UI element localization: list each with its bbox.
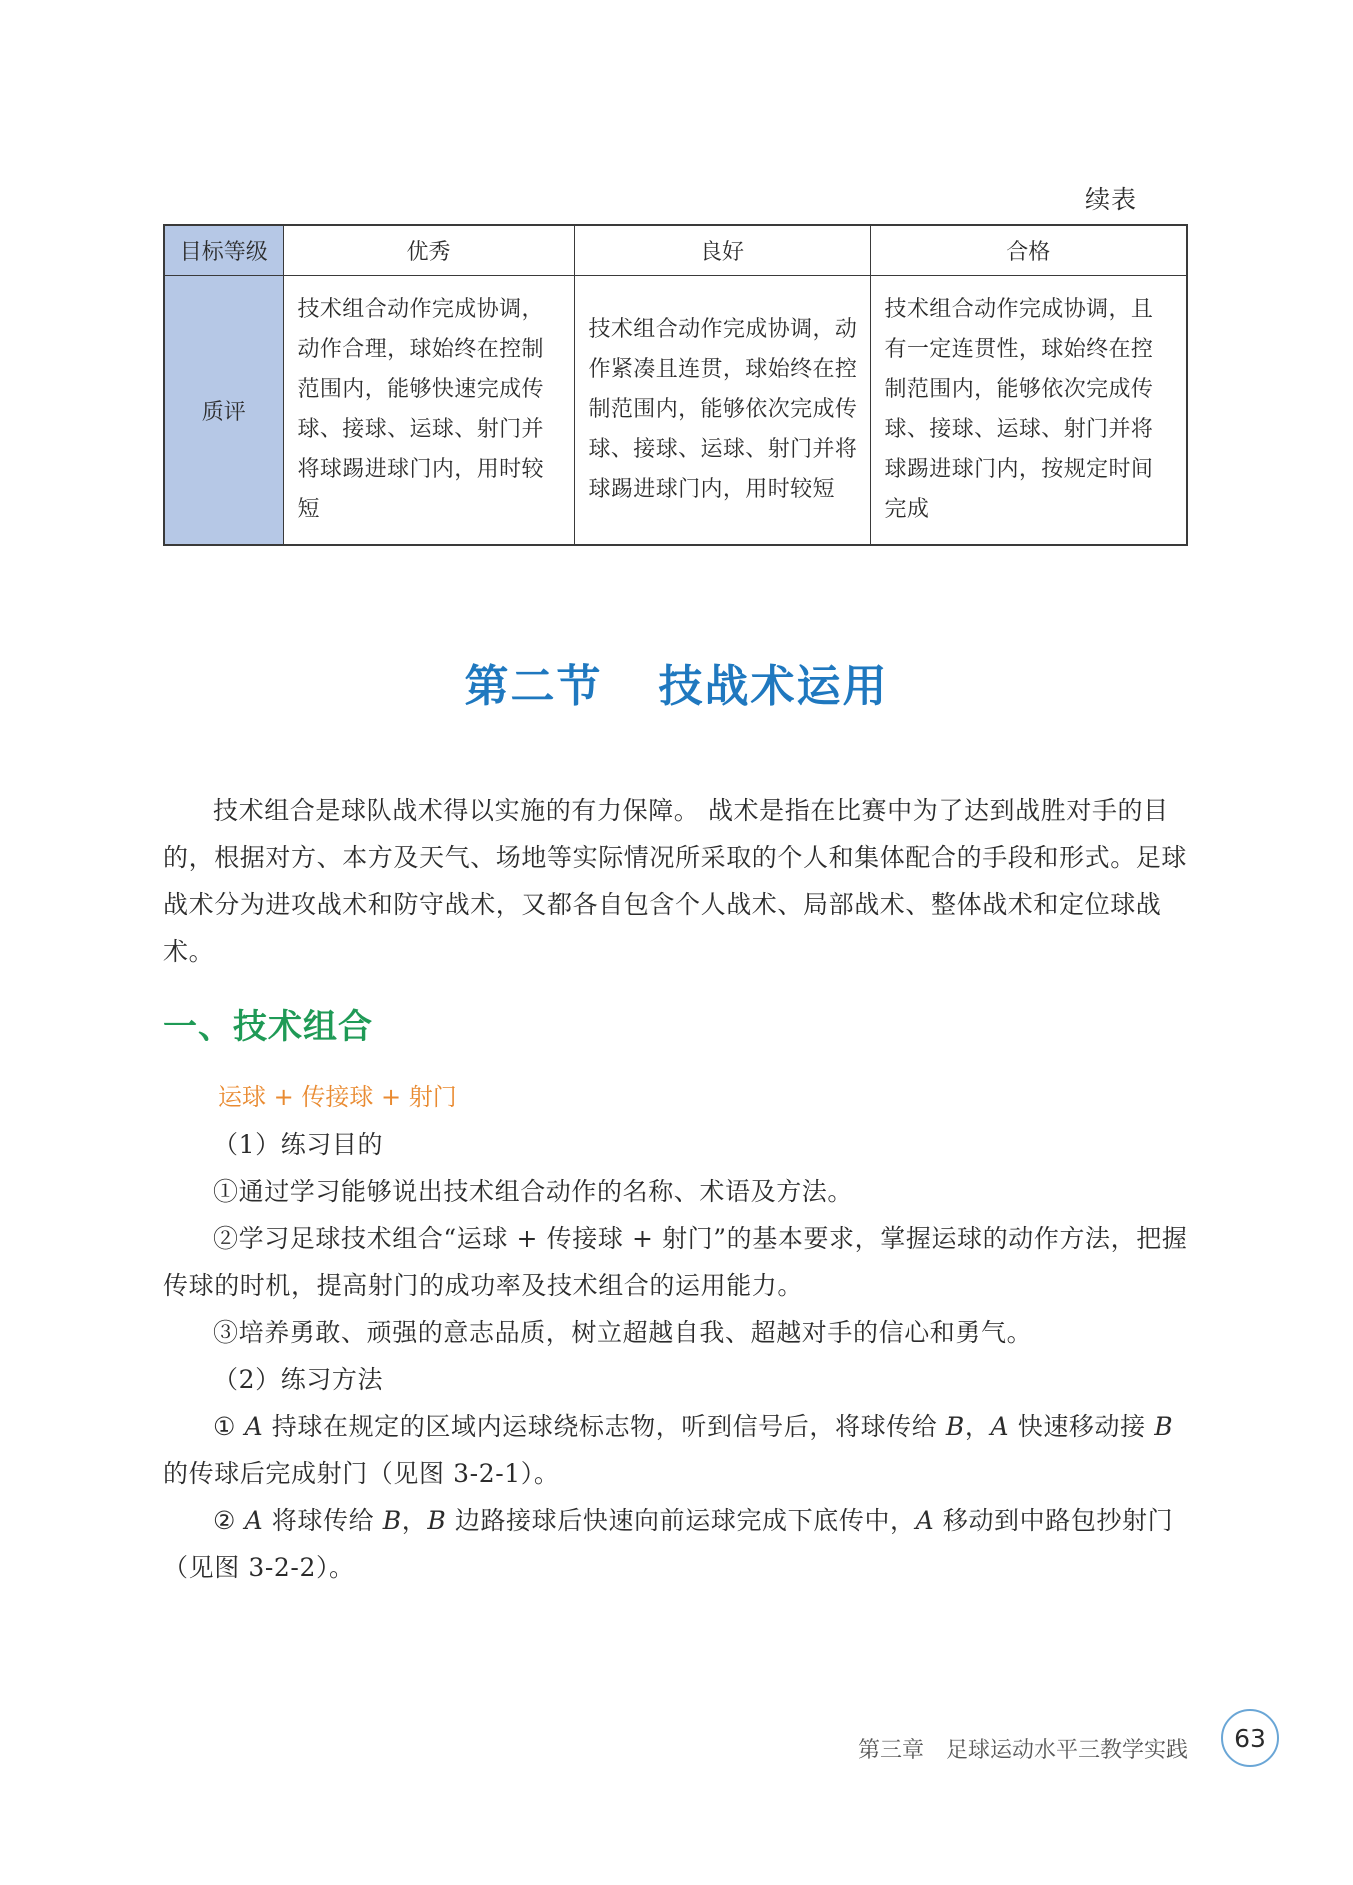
chapter-footer: 第三章 足球运动水平三教学实践	[857, 1738, 1188, 1763]
corner-header-cell: 目标等级	[164, 225, 283, 276]
intro-paragraph-block	[163, 787, 1188, 975]
method-item-2: ② A 将球传给 B，B 边路接球后快速向前运球完成下底传中，A 移动到中路包抄射门（见图 3-2-2）。	[163, 1506, 1174, 1582]
heading-technical-combination: 一、技术组合	[163, 1007, 373, 1047]
table-header-row	[164, 225, 1187, 276]
practice-content	[163, 1121, 1188, 1591]
purpose-item-3: ③培养勇敢、顽强的意志品质，树立超越自我、超越对手的信心和勇气。	[213, 1318, 1033, 1347]
cell-excellent: 技术组合动作完成协调，动作合理，球始终在控制范围内，能够快速完成传球、接球、运球、射门并将球踢进球门内，用时较短	[283, 276, 574, 546]
column-header-pass: 合格	[870, 225, 1187, 276]
subheading-combo: 运球 + 传接球 + 射门	[218, 1083, 457, 1111]
method-title: （2）练习方法	[213, 1365, 384, 1394]
player-b: B	[945, 1412, 965, 1441]
player-a: A	[915, 1506, 935, 1535]
intro-paragraph: 技术组合是球队战术得以实施的有力保障。 战术是指在比赛中为了达到战胜对手的目的，根据对方、本方及天气、场地等实际情况所采取的个人和集体配合的手段和形式。足球战术分为进攻战术和防守战术，又都各自包含个人战术、局部战术、整体战术和定位球战术。	[163, 796, 1188, 966]
section-name: 技战术运用	[658, 661, 889, 712]
grading-table	[163, 224, 1188, 546]
table-row	[164, 276, 1187, 546]
row-header-cell: 质评	[164, 276, 283, 546]
player-b: B	[382, 1506, 402, 1535]
purpose-item-1: ①通过学习能够说出技术组合动作的名称、术语及方法。	[213, 1177, 854, 1206]
page-number: 63	[1221, 1709, 1279, 1767]
purpose-item-2: ②学习足球技术组合“运球 + 传接球 + 射门”的基本要求，掌握运球的动作方法，把握传球的时机，提高射门的成功率及技术组合的运用能力。	[163, 1224, 1188, 1300]
player-b: B	[1154, 1412, 1174, 1441]
player-a: A	[244, 1506, 264, 1535]
cell-pass: 技术组合动作完成协调，且有一定连贯性，球始终在控制范围内，能够依次完成传球、接球、运球、射门并将球踢进球门内，按规定时间完成	[870, 276, 1187, 546]
player-b: B	[427, 1506, 447, 1535]
column-header-good: 良好	[574, 225, 870, 276]
method-item-1: ① A 持球在规定的区域内运球绕标志物，听到信号后，将球传给 B，A 快速移动接 B 的传球后完成射门（见图 3-2-1）。	[163, 1412, 1174, 1488]
continued-table-label: 续表	[1084, 185, 1137, 214]
player-a: A	[244, 1412, 264, 1441]
player-a: A	[990, 1412, 1010, 1441]
column-header-excellent: 优秀	[283, 225, 574, 276]
purpose-title: （1）练习目的	[213, 1130, 384, 1159]
cell-good: 技术组合动作完成协调，动作紧凑且连贯，球始终在控制范围内，能够依次完成传球、接球、运球、射门并将球踢进球门内，用时较短	[574, 276, 870, 546]
section-title	[0, 650, 1353, 714]
section-number: 第二节	[464, 661, 603, 712]
